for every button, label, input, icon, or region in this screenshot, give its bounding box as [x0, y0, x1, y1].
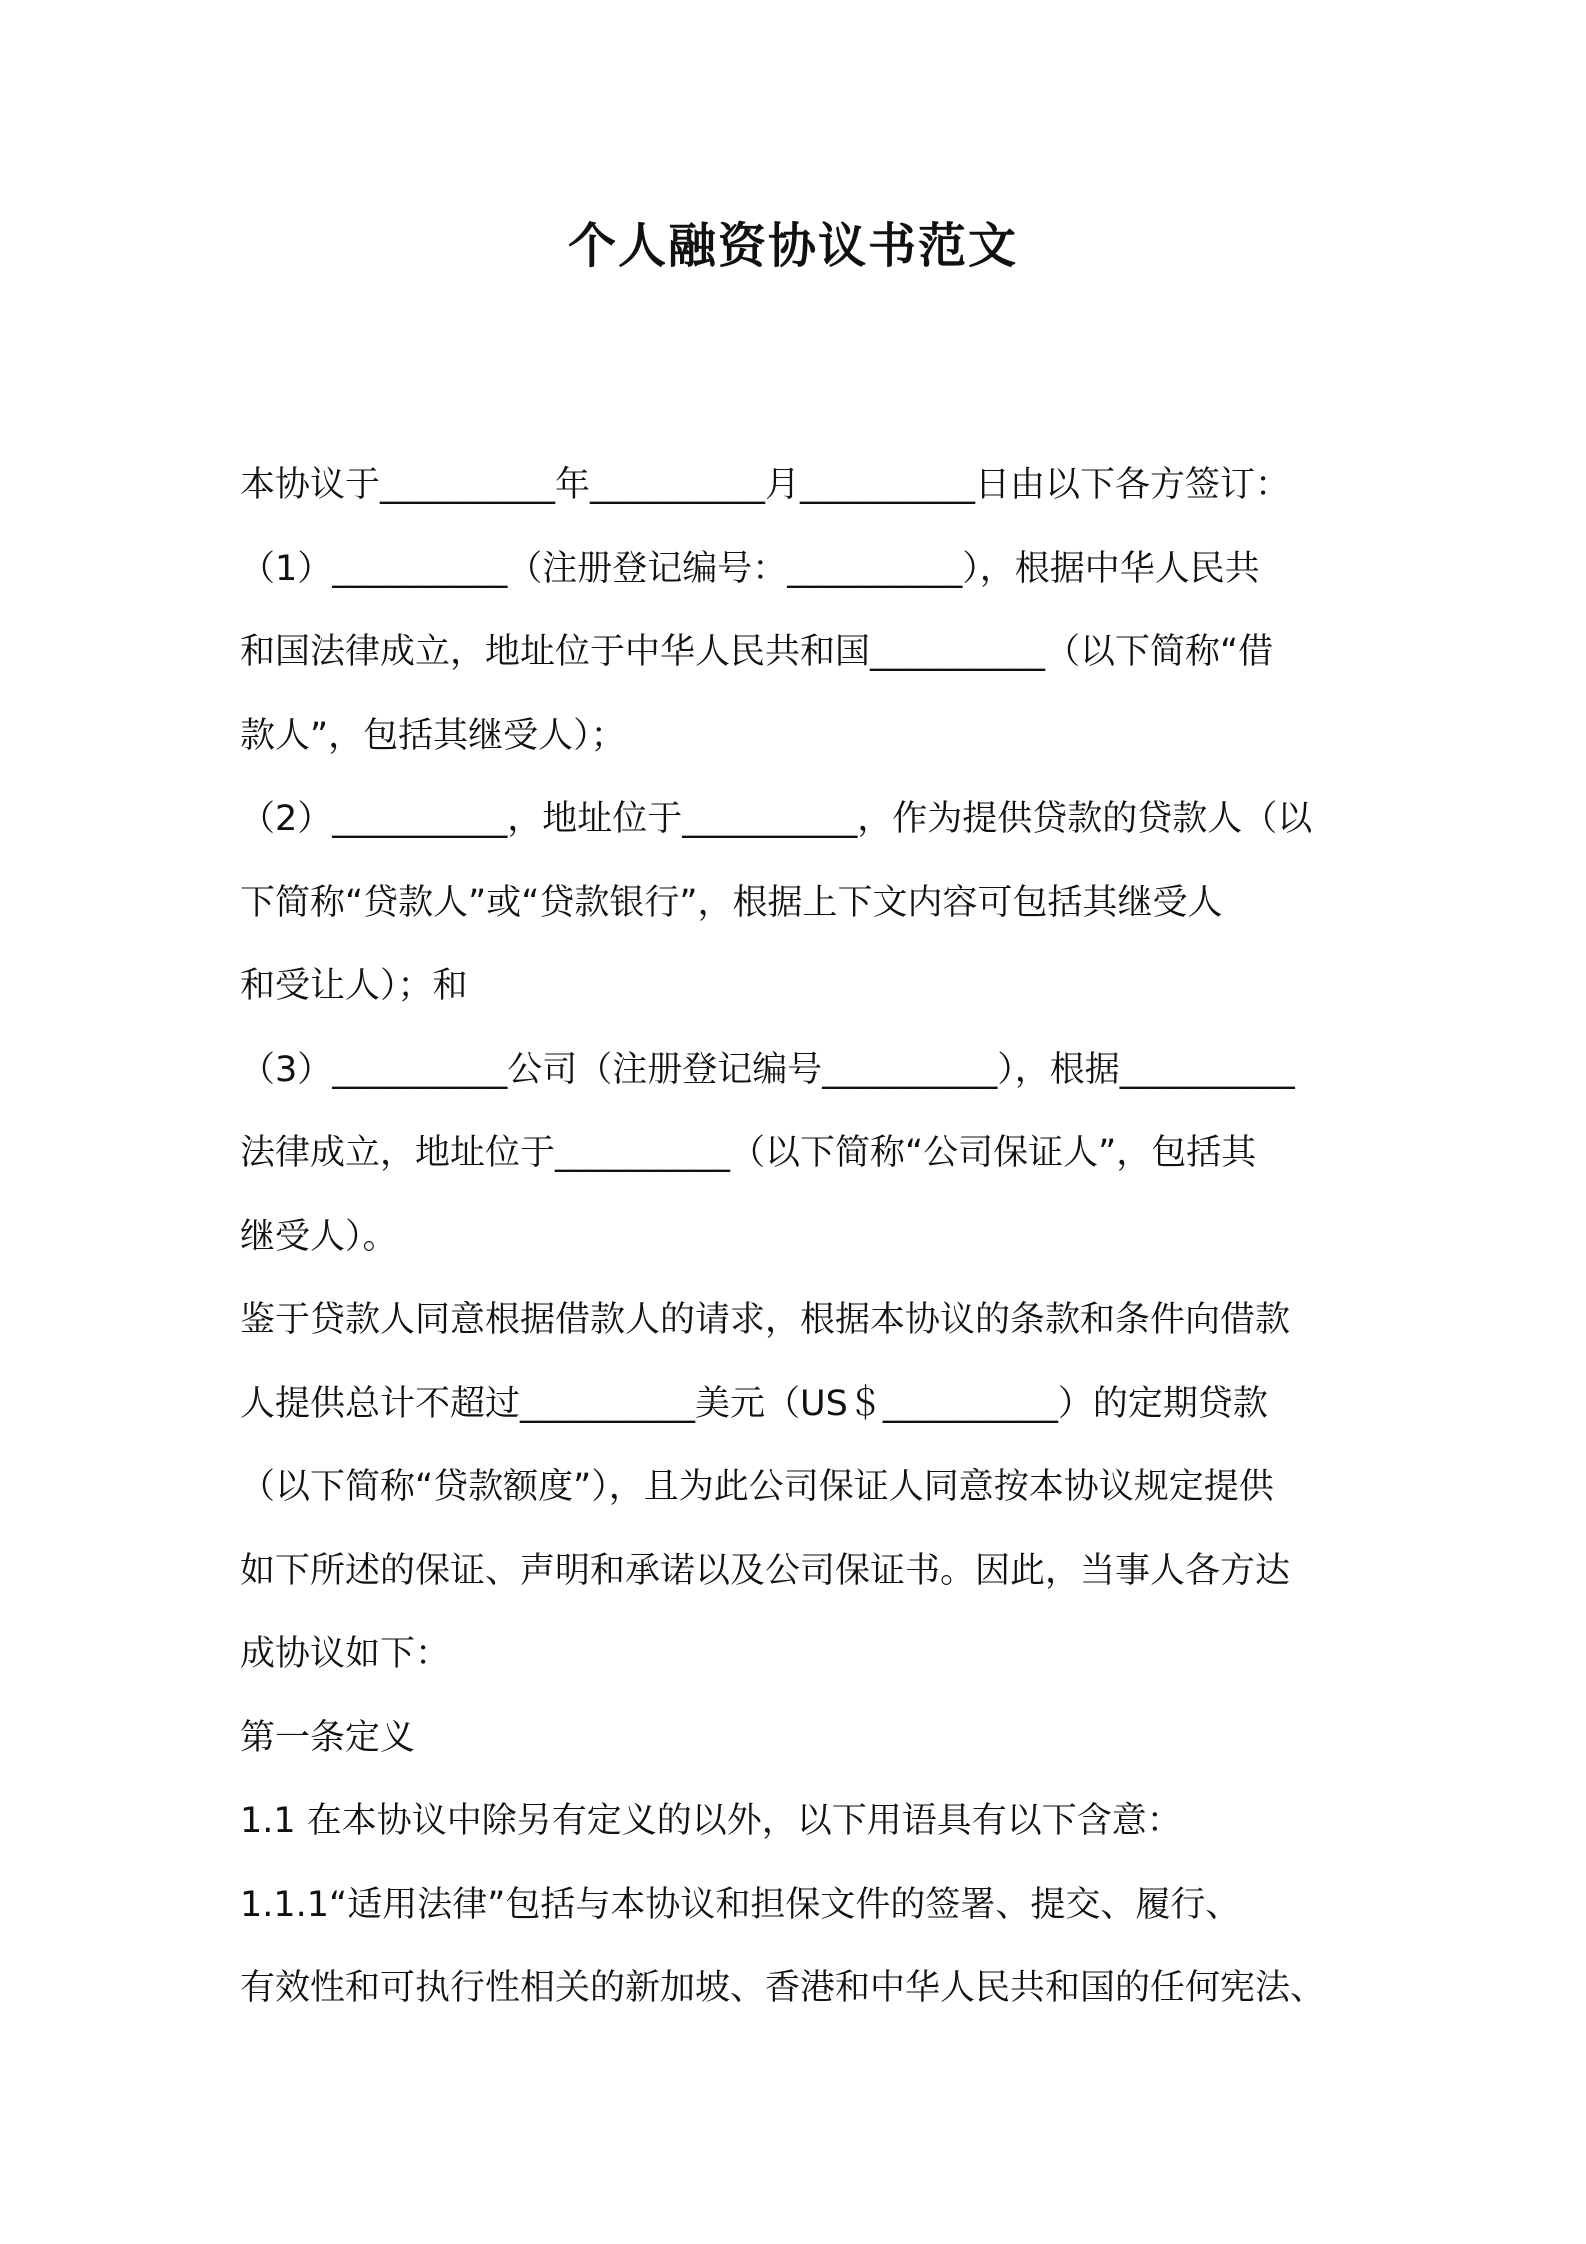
- document-body: [240, 444, 1360, 2031]
- body-line: 成协议如下：: [240, 1634, 451, 1674]
- body-line: （3）__________公司（注册登记编号__________），根据__________: [240, 1049, 1295, 1090]
- body-line: 和受让人）；和: [240, 966, 468, 1006]
- body-line: 和国法律成立，地址位于中华人民共和国__________（以下简称“借: [240, 632, 1274, 672]
- body-line: 有效性和可执行性相关的新加坡、香港和中华人民共和国的任何宪法、: [240, 1968, 1326, 2008]
- body-line: 下简称“贷款人”或“贷款银行”，根据上下文内容可包括其继受人: [240, 882, 1223, 923]
- body-line: 人提供总计不超过__________美元（US＄__________）的定期贷款: [240, 1383, 1268, 1424]
- body-line: （以下简称“贷款额度”），且为此公司保证人同意按本协议规定提供: [240, 1467, 1274, 1507]
- body-line: （1）__________（注册登记编号：__________），根据中华人民共: [240, 548, 1260, 589]
- body-line: 继受人）。: [240, 1216, 398, 1257]
- body-line: 款人”，包括其继受人）；: [240, 715, 626, 756]
- body-line: 1.1 在本协议中除另有定义的以外，以下用语具有以下含意：: [240, 1801, 1182, 1841]
- body-line: 鉴于贷款人同意根据借款人的请求，根据本协议的条款和条件向借款: [240, 1300, 1291, 1340]
- section-heading: 第一条定义: [240, 1717, 416, 1758]
- document-title: 个人融资协议书范文: [567, 218, 1018, 274]
- body-line: 本协议于__________年__________月__________日由以下各方签订：: [240, 465, 1291, 505]
- body-line: （2）__________，地址位于__________，作为提供贷款的贷款人（以: [240, 799, 1313, 839]
- body-line: 法律成立，地址位于__________（以下简称“公司保证人”，包括其: [240, 1133, 1257, 1173]
- body-line: 如下所述的保证、声明和承诺以及公司保证书。因此，当事人各方达: [240, 1550, 1291, 1591]
- body-line: 1.1.1“适用法律”包括与本协议和担保文件的签署、提交、履行、: [240, 1884, 1241, 1925]
